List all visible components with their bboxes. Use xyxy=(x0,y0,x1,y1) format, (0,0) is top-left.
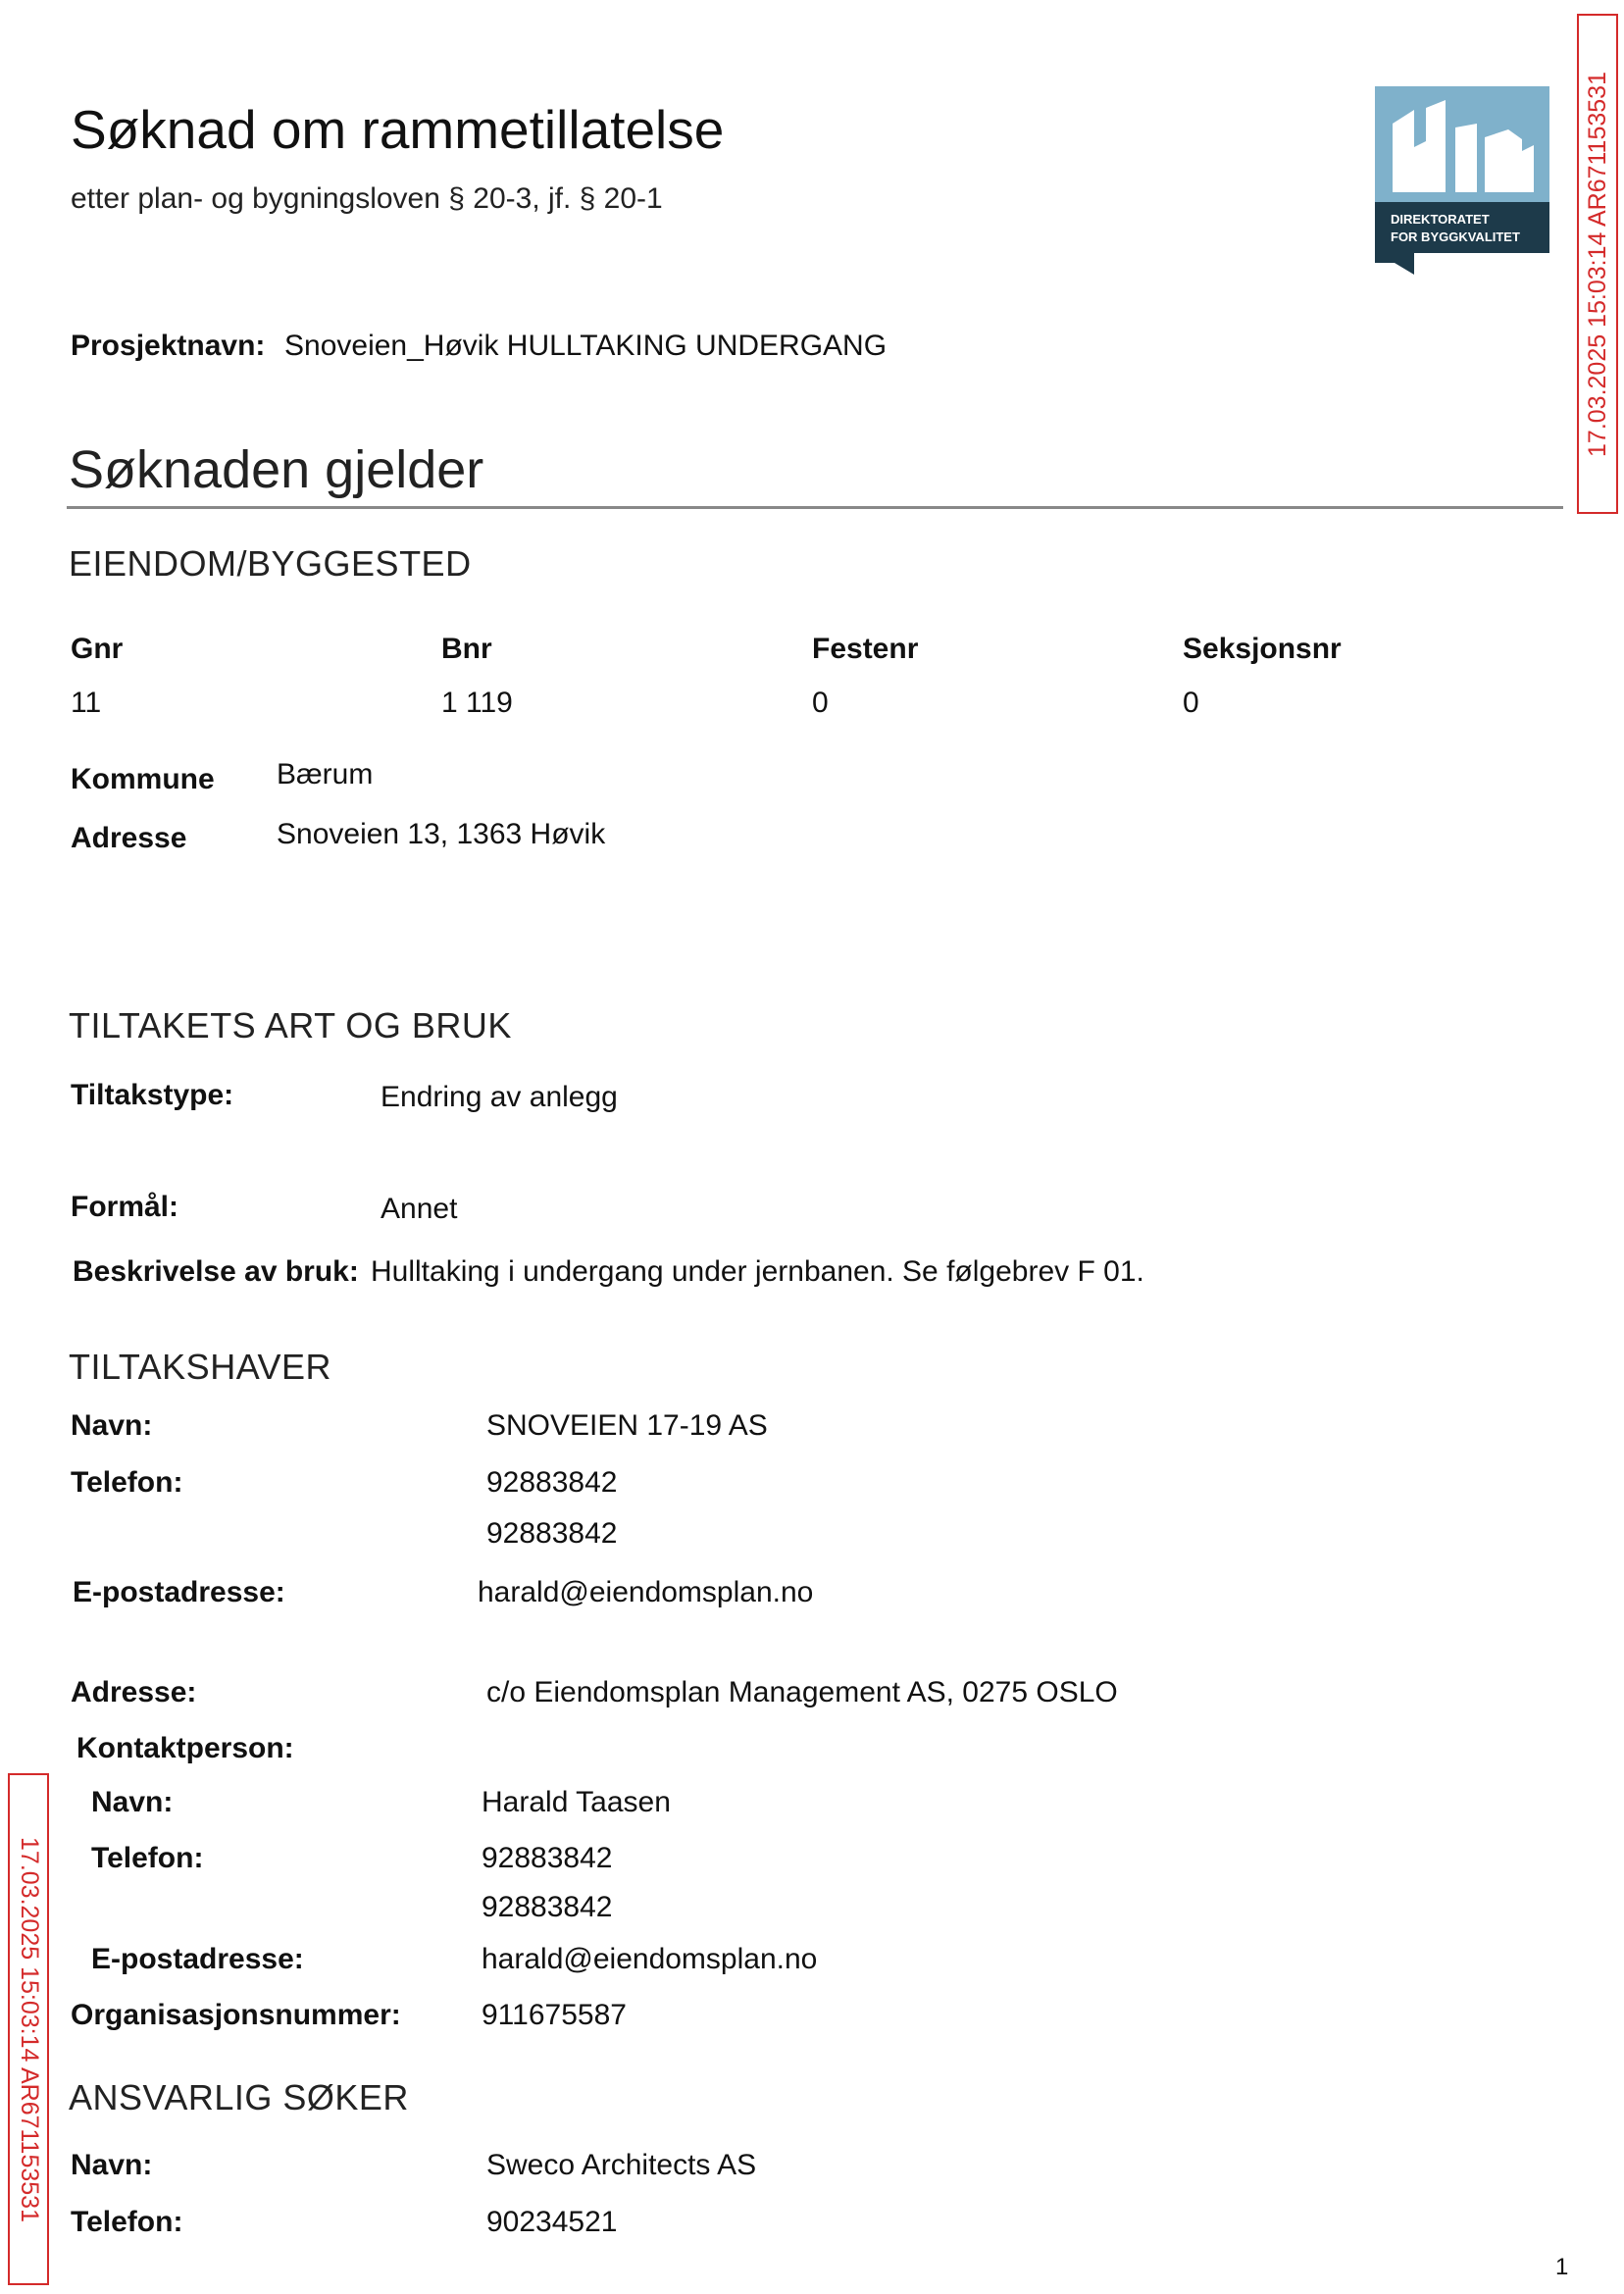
section-heading-applicant: ANSVARLIG SØKER xyxy=(69,2077,409,2117)
stamp-text: 17.03.2025 15:03:14 AR671153531 xyxy=(1583,71,1611,457)
page-number: 1 xyxy=(1555,2254,1569,2280)
bnr-label: Bnr xyxy=(441,633,492,665)
project-name-value: Snoveien_Høvik HULLTAKING UNDERGANG xyxy=(284,330,888,362)
contact-phone-2: 92883842 xyxy=(482,1891,613,1923)
owner-email-value: harald@eiendomsplan.no xyxy=(478,1576,814,1608)
timestamp-stamp-top xyxy=(1577,14,1618,514)
contact-phone-1: 92883842 xyxy=(482,1842,613,1874)
owner-address-value: c/o Eiendomsplan Management AS, 0275 OSLO xyxy=(486,1676,1118,1708)
kommune-value: Bærum xyxy=(277,758,374,790)
document-subtitle: etter plan- og bygningsloven § 20-3, jf. § 20-1 xyxy=(71,182,663,215)
logo-text-line2: FOR BYGGKVALITET xyxy=(1391,229,1520,244)
usage-description-value: Hulltaking i undergang under jernbanen. Se følgebrev F 01. xyxy=(371,1255,1144,1288)
owner-phone-1: 92883842 xyxy=(486,1466,618,1499)
stamp-text: 17.03.2025 15:03:14 AR671153531 xyxy=(15,1836,43,2222)
contact-name-label: Navn: xyxy=(91,1786,174,1818)
owner-email-label: E-postadresse: xyxy=(73,1576,285,1608)
section-heading-measure: TILTAKETS ART OG BRUK xyxy=(69,1005,512,1045)
section-divider xyxy=(67,506,1563,509)
section-heading-owner: TILTAKSHAVER xyxy=(69,1347,332,1387)
org-number-label: Organisasjonsnummer: xyxy=(71,1999,401,2031)
kommune-label: Kommune xyxy=(71,763,215,795)
applicant-phone-value: 90234521 xyxy=(486,2206,618,2238)
festenr-label: Festenr xyxy=(812,633,919,665)
section-heading-property: EIENDOM/BYGGESTED xyxy=(69,543,472,584)
logo-text-line1: DIREKTORATET xyxy=(1391,212,1490,227)
contact-email-value: harald@eiendomsplan.no xyxy=(482,1943,818,1975)
org-number-value: 911675587 xyxy=(482,1999,627,2031)
dibk-logo xyxy=(1375,86,1549,275)
bnr-value: 1 119 xyxy=(441,687,513,719)
seksjonsnr-label: Seksjonsnr xyxy=(1183,633,1342,665)
contact-email-label: E-postadresse: xyxy=(91,1943,304,1975)
owner-name-value: SNOVEIEN 17-19 AS xyxy=(486,1409,768,1442)
gnr-value: 11 xyxy=(71,687,102,719)
logo-graphic xyxy=(1375,86,1549,275)
usage-description-label: Beskrivelse av bruk: xyxy=(73,1255,359,1288)
contact-phone-label: Telefon: xyxy=(91,1842,204,1874)
timestamp-stamp-left xyxy=(8,1773,49,2285)
applicant-name-value: Sweco Architects AS xyxy=(486,2149,757,2181)
project-name-label: Prosjektnavn: xyxy=(71,330,266,362)
festenr-value: 0 xyxy=(812,687,829,719)
owner-name-label: Navn: xyxy=(71,1409,153,1442)
contact-name-value: Harald Taasen xyxy=(482,1786,671,1818)
applicant-name-label: Navn: xyxy=(71,2149,153,2181)
measure-type-label: Tiltakstype: xyxy=(71,1079,234,1111)
applicant-phone-label: Telefon: xyxy=(71,2206,183,2238)
seksjonsnr-value: 0 xyxy=(1183,687,1199,719)
owner-address-label: Adresse: xyxy=(71,1676,197,1708)
contact-person-label: Kontaktperson: xyxy=(76,1732,294,1764)
owner-phone-2: 92883842 xyxy=(486,1517,618,1550)
purpose-label: Formål: xyxy=(71,1191,179,1223)
purpose-value: Annet xyxy=(381,1193,458,1225)
adresse-label: Adresse xyxy=(71,822,187,854)
owner-phone-label: Telefon: xyxy=(71,1466,183,1499)
gnr-label: Gnr xyxy=(71,633,124,665)
measure-type-value: Endring av anlegg xyxy=(381,1081,618,1113)
adresse-value: Snoveien 13, 1363 Høvik xyxy=(277,818,606,850)
document-title: Søknad om rammetillatelse xyxy=(71,99,725,160)
section-title-applies: Søknaden gjelder xyxy=(69,440,484,499)
